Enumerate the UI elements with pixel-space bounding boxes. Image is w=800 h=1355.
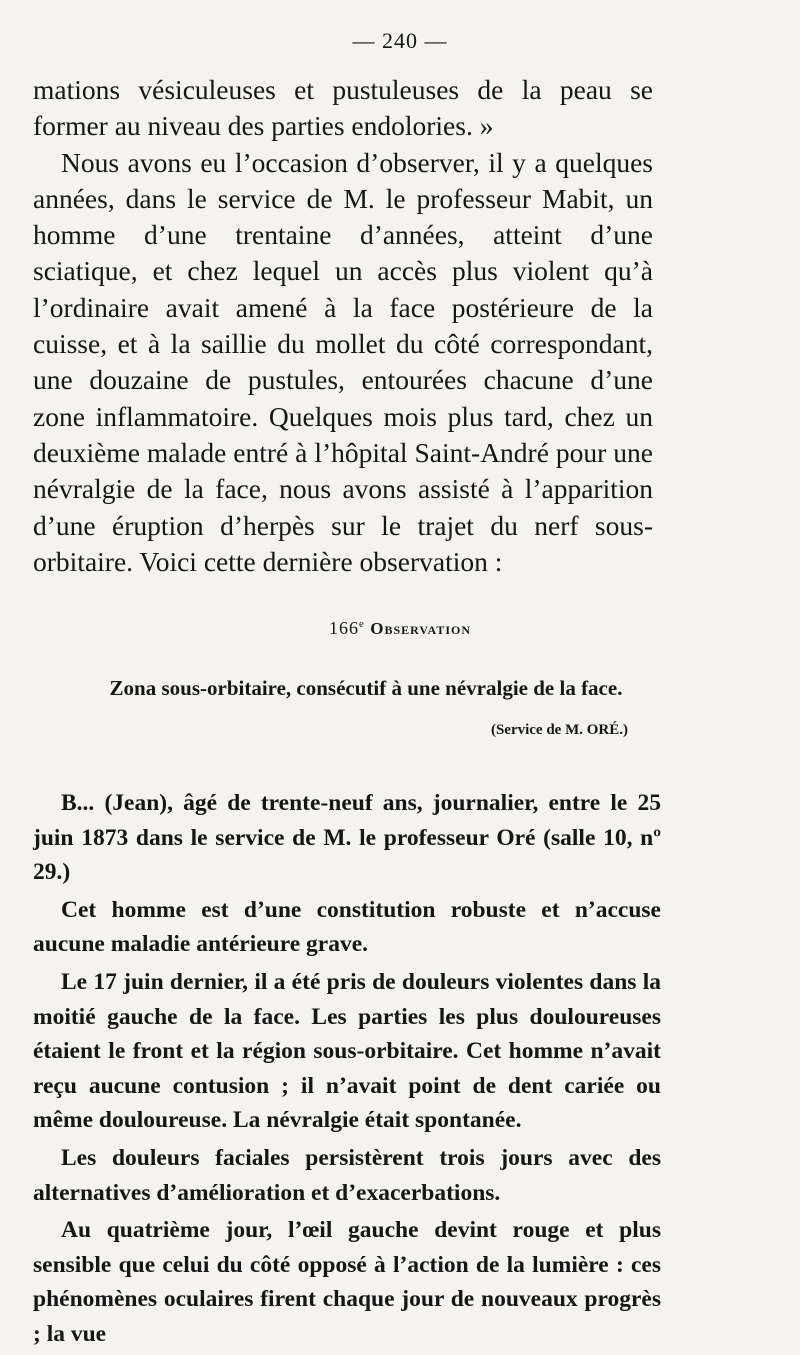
observation-paragraph: Les douleurs faciales persistèrent trois jours avec des alternatives d’amélioration et d’exacerbations.: [33, 1144, 661, 1206]
observation-service: (Service de M. ORÉ.): [490, 722, 628, 738]
observation-label: Observation: [370, 619, 471, 638]
observation-paragraph: B... (Jean), âgé de trente-neuf ans, journalier, entre le 25 juin 1873 dans le service de M. le professeur Oré (salle 10, nº 29.): [33, 790, 661, 886]
observation-paragraph: Le 17 juin dernier, il a été pris de douleurs violentes dans la moitié gauche de la face. Les parties les plus douloureuses étaient le front et la région sous-orbitaire. Cet homme n’avait reçu aucune contusion ; il n’avait point de dent cariée ou même douloureuse. La névralgie était spontanée.: [33, 968, 661, 1134]
observation-text: [33, 786, 661, 1355]
observation-title: Zona sous-orbitaire, consécutif à une névralgie de la face.: [109, 676, 623, 700]
paragraph-introduction: Nous avons eu l’occasion d’observer, il y a quelques années, dans le service de M. le professeur Mabit, un homme d’une trentaine d’années, atteint d’une sciatique, et chez lequel un accès plus violent qu’à l’ordinaire avait amené à la face postérieure de la cuisse, et à la saillie du mollet du côté correspondant, une douzaine de pustules, entourées chacune d’une zone inflammatoire. Quelques mois plus tard, chez un deuxième malade entré à l’hôpital Saint-André pour une névralgie de la face, nous avons assisté à l’apparition d’une éruption d’herpès sur le trajet du nerf sous-orbitaire. Voici cette dernière observation :: [33, 146, 653, 577]
main-text: [33, 72, 653, 580]
page-number: — 240 —: [352, 28, 448, 53]
observation-heading: [0, 618, 800, 639]
observation-paragraph: Cet homme est d’une constitution robuste et n’accuse aucune maladie antérieure grave.: [33, 896, 661, 958]
observation-paragraph: Au quatrième jour, l’œil gauche devint rouge et plus sensible que celui du côté opposé à l’action de la lumière : ces phénomènes oculaires firent chaque jour de nouveaux progrès ; la vue: [33, 1217, 661, 1347]
observation-number-suffix: e: [358, 618, 365, 630]
observation-number: 166: [328, 618, 359, 638]
paragraph-continuation: mations vésiculeuses et pustuleuses de la peau se former au niveau des parties endolories. »: [33, 74, 653, 142]
